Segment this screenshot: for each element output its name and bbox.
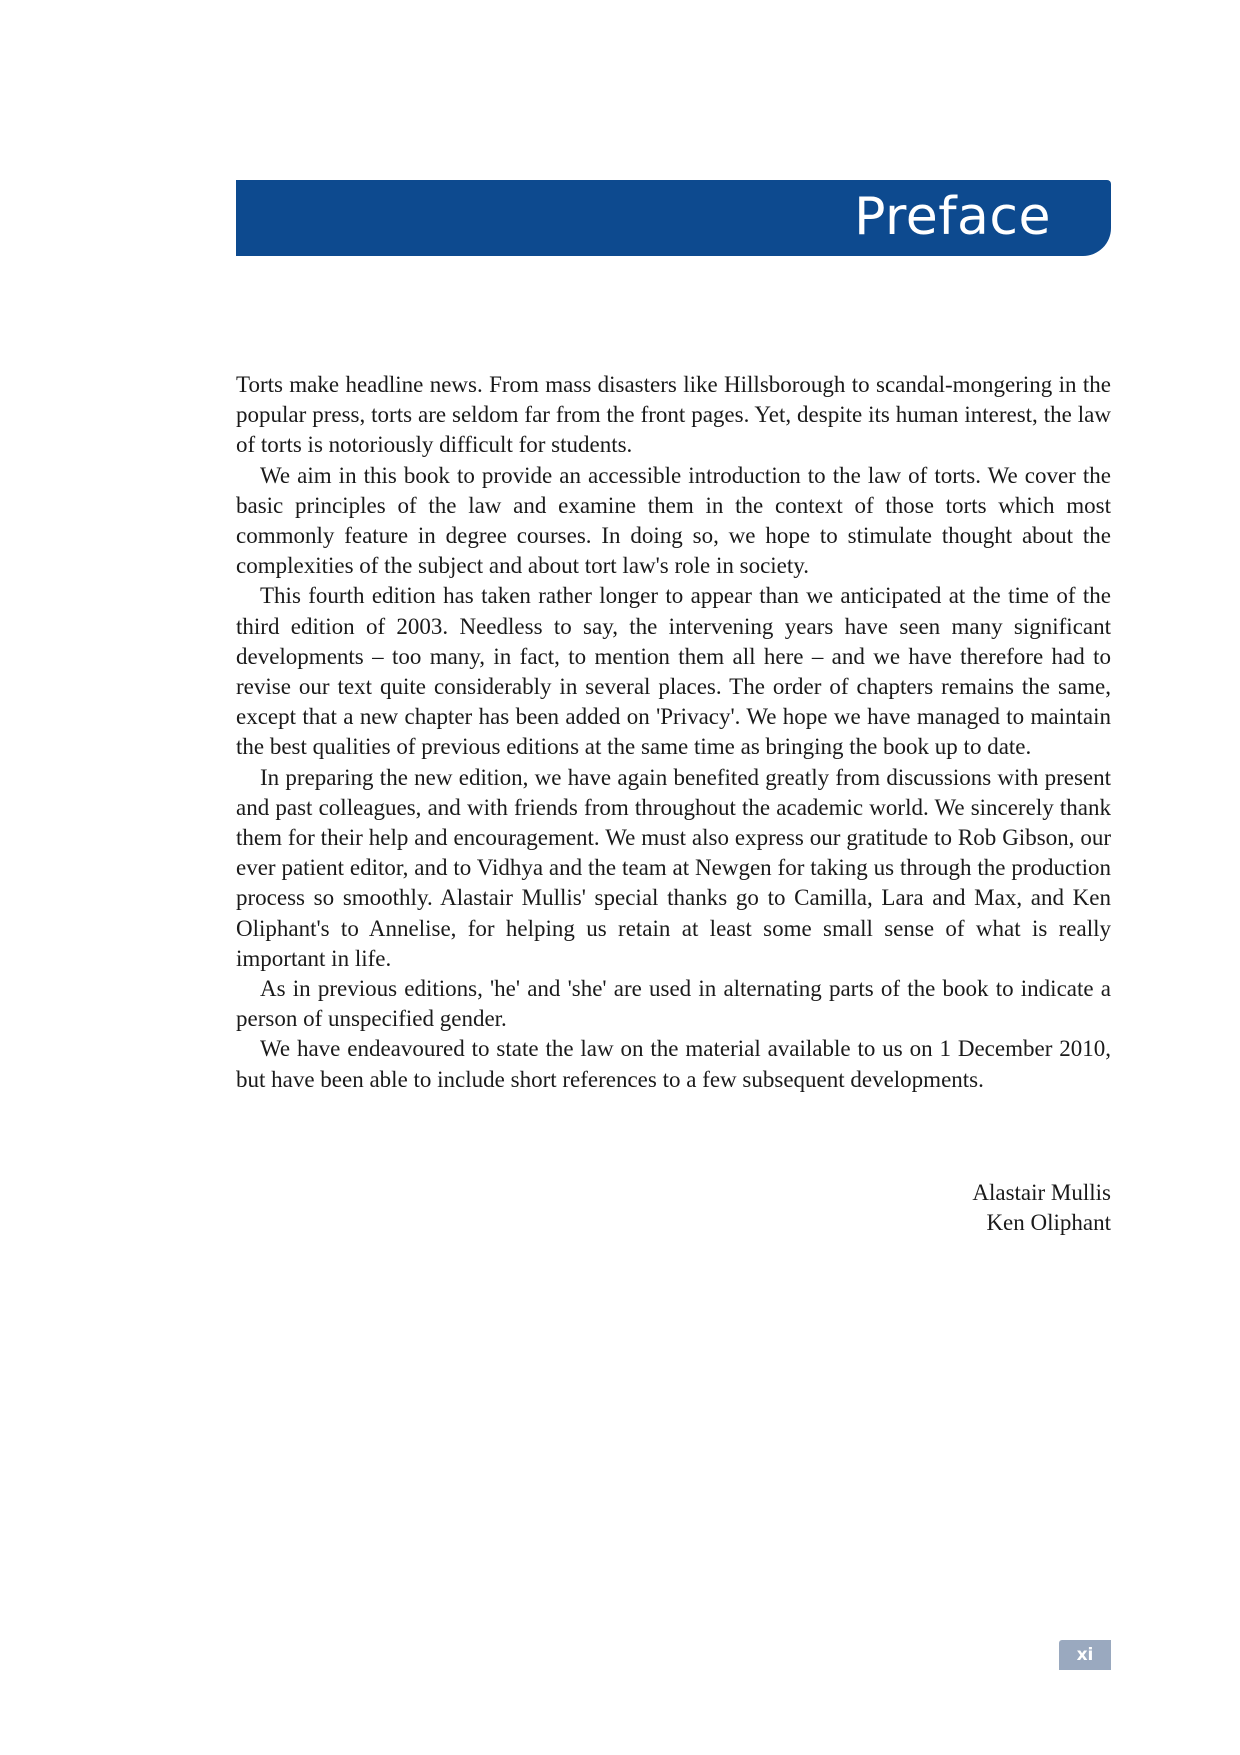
paragraph-6: We have endeavoured to state the law on the material available to us on 1 December 2010, but have been able to include short references to a few subsequent developments. <box>236 1036 1111 1092</box>
author-signatures <box>236 1178 1111 1238</box>
preface-body <box>236 370 1111 1095</box>
author-name-2: Ken Oliphant <box>986 1210 1111 1236</box>
page-title: Preface <box>854 187 1051 247</box>
paragraph-1: Torts make headline news. From mass disasters like Hillsborough to scandal-mongering in the popular press, torts are seldom far from the front pages. Yet, despite its human interest, the law of torts is notoriously difficult for students. <box>236 372 1111 458</box>
title-band <box>236 180 1111 256</box>
page-number-tab: xi <box>1059 1640 1111 1670</box>
paragraph-4: In preparing the new edition, we have again benefited greatly from discussions with present and past colleagues, and with friends from throughout the academic world. We sincerely thank them for their help and encouragement. We must also express our gratitude to Rob Gibson, our ever patient editor, and to Vidhya and the team at Newgen for taking us through the production process so smoothly. Alastair Mullis' special thanks go to Camilla, Lara and Max, and Ken Oliphant's to Annelise, for helping us retain at least some small sense of what is really important in life. <box>236 764 1111 971</box>
paragraph-3: This fourth edition has taken rather longer to appear than we anticipated at the time of the third edition of 2003. Needless to say, the intervening years have seen many significant developments – too many, in fact, to mention them all here – and we have therefore had to revise our text quite considerably in several places. The order of chapters remains the same, except that a new chapter has been added on 'Privacy'. We hope we have managed to maintain the best qualities of previous editions at the same time as bringing the book up to date. <box>236 583 1111 760</box>
paragraph-5: As in previous editions, 'he' and 'she' are used in alternating parts of the book to indicate a person of unspecified gender. <box>236 976 1111 1032</box>
paragraph-2: We aim in this book to provide an accessible introduction to the law of torts. We cover the basic principles of the law and examine them in the context of those torts which most commonly feature in degree courses. In doing so, we hope to stimulate thought about the complexities of the subject and about tort law's role in society. <box>236 462 1111 579</box>
author-name-1: Alastair Mullis <box>972 1180 1111 1205</box>
